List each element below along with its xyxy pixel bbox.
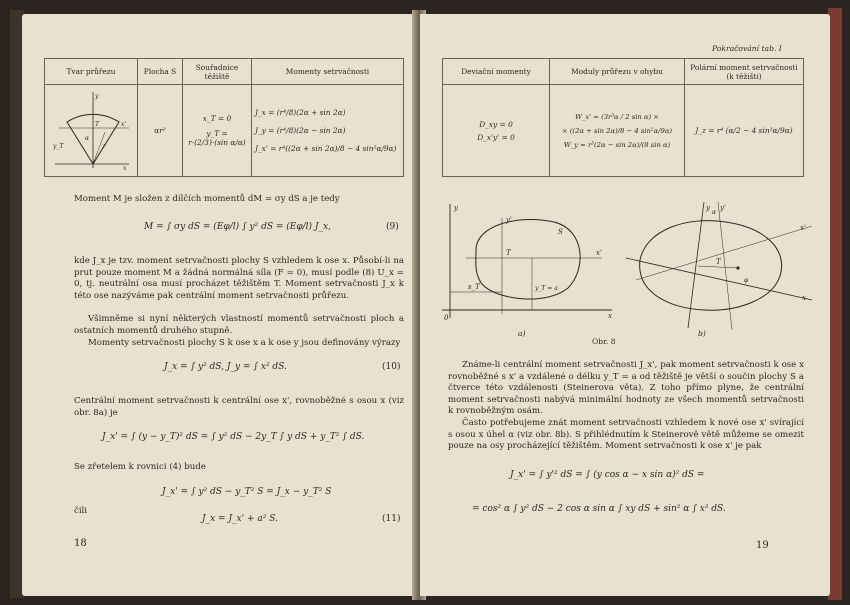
cell-polarni: J_z = r⁴ (α/2 − 4 sin²α/9α) bbox=[685, 85, 804, 177]
equation-rotated-expanded: = cos² α ∫ y² dS − 2 cos α sin α ∫ xy dS + sin² α ∫ x² dS. bbox=[472, 504, 726, 514]
sector-figure bbox=[51, 88, 131, 172]
cell-souradnice: x_T = 0 y_T = r·(2/3)·(sin α/α) bbox=[183, 85, 252, 177]
page-number-left: 18 bbox=[74, 538, 87, 549]
th-moduly: Moduly průřezu v ohybu bbox=[550, 59, 685, 85]
svg-text:T: T bbox=[95, 120, 100, 128]
equation-jx-prime: J_x' = ∫ (y − y_T)² dS = ∫ y² dS − 2y_T ∫ y dS + y_T² ∫ dS. bbox=[102, 432, 365, 442]
svg-text:x: x bbox=[802, 294, 806, 302]
table-right bbox=[442, 58, 804, 177]
th-deviacni: Deviační momenty bbox=[443, 59, 550, 85]
th-souradnice: Souřadnice těžiště bbox=[183, 59, 252, 85]
cell-plocha: αr² bbox=[138, 85, 183, 177]
equation-9-number: (9) bbox=[386, 222, 399, 232]
equation-steiner-step: J_x' = ∫ y² dS − y_T² S = J_x − y_T² S bbox=[162, 487, 332, 497]
book-cover-right-edge bbox=[828, 8, 842, 600]
svg-text:y': y' bbox=[720, 204, 726, 212]
svg-text:x': x' bbox=[596, 249, 602, 257]
caption-obr-8: Obr. 8 bbox=[592, 337, 616, 346]
th-momenty: Momenty setrvačnosti bbox=[252, 59, 404, 85]
word-cili: čili bbox=[74, 506, 88, 516]
svg-text:y_T: y_T bbox=[53, 142, 64, 150]
para-jx-definition: kde J_x je tzv. moment setrvačnosti plochy S vzhledem k ose x. Působí-li na prut pouze moment M a žádná normálná síla (F = 0), musí podle (8) U_x = 0, tj. neutrální osa musí procházet těžištěm T. Moment setrvačnosti J_x k této ose nazýváme pak centrální moment setrvačnosti průřezu. bbox=[74, 256, 404, 301]
svg-text:y: y bbox=[95, 92, 99, 100]
svg-text:T: T bbox=[716, 258, 721, 266]
svg-text:0: 0 bbox=[444, 314, 449, 322]
equation-11-number: (11) bbox=[382, 514, 401, 524]
svg-text:x: x bbox=[123, 164, 127, 172]
th-polarni: Polární moment setrvačnosti (k těžišti) bbox=[685, 59, 804, 85]
equation-9: M = ∫ σy dS = (Eφ/l) ∫ y² dS = (Eφ/l) J_x, bbox=[144, 222, 331, 232]
equation-10: J_x = ∫ y² dS, J_y = ∫ x² dS. bbox=[164, 362, 287, 372]
para-steinerova-veta: Známe-li centrální moment setrvačnosti J_x', pak moment setrvačnosti k ose x rovnoběžné s x' a vzdálené o délku y_T = a od těžiště je větší o součin plochy S a čtverce této vzdálenosti (Steinerova věta). Z toho přímo plyne, že centrální moment setrvačnosti nabývá minimální hodnoty ze všech momentů setrvačnosti k rovnoběžným osám. bbox=[448, 360, 804, 417]
para-centralni: Centrální moment setrvačnosti k centrální ose x', rovnoběžné s osou x (viz obr. 8a) je bbox=[74, 396, 404, 418]
para-moment-m: Moment M je složen z dílčích momentů dM = σy dS a je tedy bbox=[74, 194, 340, 204]
right-page bbox=[420, 14, 830, 596]
para-nova-osa: Často potřebujeme znát moment setrvačnosti vzhledem k nové ose x' svírající s osou x úhel α (viz obr. 8b). S přihlédnutím k Steinerově větě můžeme se omezit pouze na osy procházející těžištěm. Moment setrvačnosti k ose x' je pak bbox=[448, 418, 804, 452]
svg-text:r: r bbox=[103, 142, 106, 150]
th-plocha: Plocha S bbox=[138, 59, 183, 85]
para-zretelem: Se zřetelem k rovnici (4) bude bbox=[74, 462, 206, 472]
running-header: Pokračování tab. I bbox=[712, 44, 782, 53]
left-page bbox=[22, 14, 416, 596]
svg-text:x: x bbox=[608, 312, 612, 320]
svg-text:x': x' bbox=[121, 120, 127, 128]
para-vlastnosti: Všimněme si nyní některých vlastností momentů setrvačnosti ploch a ostatních momentů druhého stupně. bbox=[74, 314, 404, 336]
caption-b: b) bbox=[698, 329, 706, 338]
svg-text:s_T: s_T bbox=[468, 283, 480, 291]
table-left bbox=[44, 58, 404, 177]
svg-text:S: S bbox=[558, 228, 563, 236]
figure-8a bbox=[442, 204, 612, 322]
svg-text:α: α bbox=[85, 134, 90, 142]
cell-shape-figure bbox=[45, 85, 138, 177]
svg-text:α: α bbox=[712, 209, 717, 216]
page-number-right: 19 bbox=[756, 540, 769, 551]
cell-deviacni: D_xy = 0 D_x'y' = 0 bbox=[443, 85, 550, 177]
caption-a: a) bbox=[518, 329, 526, 338]
svg-text:y': y' bbox=[506, 216, 512, 224]
equation-11: J_x = J_x' + a² S. bbox=[202, 514, 278, 524]
cell-momenty: J_x = (r⁴/8)(2α + sin 2α) J_y = (r⁴/8)(2α − sin 2α) J_x' = r⁴((2α + sin 2α)/8 − 4 sin²α/9α) bbox=[252, 85, 404, 177]
svg-text:y_T = a: y_T = a bbox=[535, 285, 558, 292]
equation-10-number: (10) bbox=[382, 362, 401, 372]
cell-moduly: W_x' = (3r³α / 2 sin α) × × ((2α + sin 2α)/8 − 4 sin²α/9α) W_y = r³(2α − sin 2α)/(8 sin α) bbox=[550, 85, 685, 177]
th-tvar: Tvar průřezu bbox=[45, 59, 138, 85]
svg-text:φ: φ bbox=[744, 277, 749, 284]
svg-text:T: T bbox=[506, 249, 511, 257]
figure-8 bbox=[436, 200, 816, 352]
svg-text:y: y bbox=[706, 204, 710, 212]
svg-text:x': x' bbox=[800, 224, 806, 232]
svg-text:y: y bbox=[454, 204, 458, 212]
para-definice: Momenty setrvačnosti plochy S k ose x a k ose y jsou definovány výrazy bbox=[88, 338, 401, 348]
figure-8b bbox=[626, 202, 812, 330]
equation-rotated-axis: J_x' = ∫ y'² dS = ∫ (y cos α − x sin α)² dS = bbox=[510, 470, 705, 480]
